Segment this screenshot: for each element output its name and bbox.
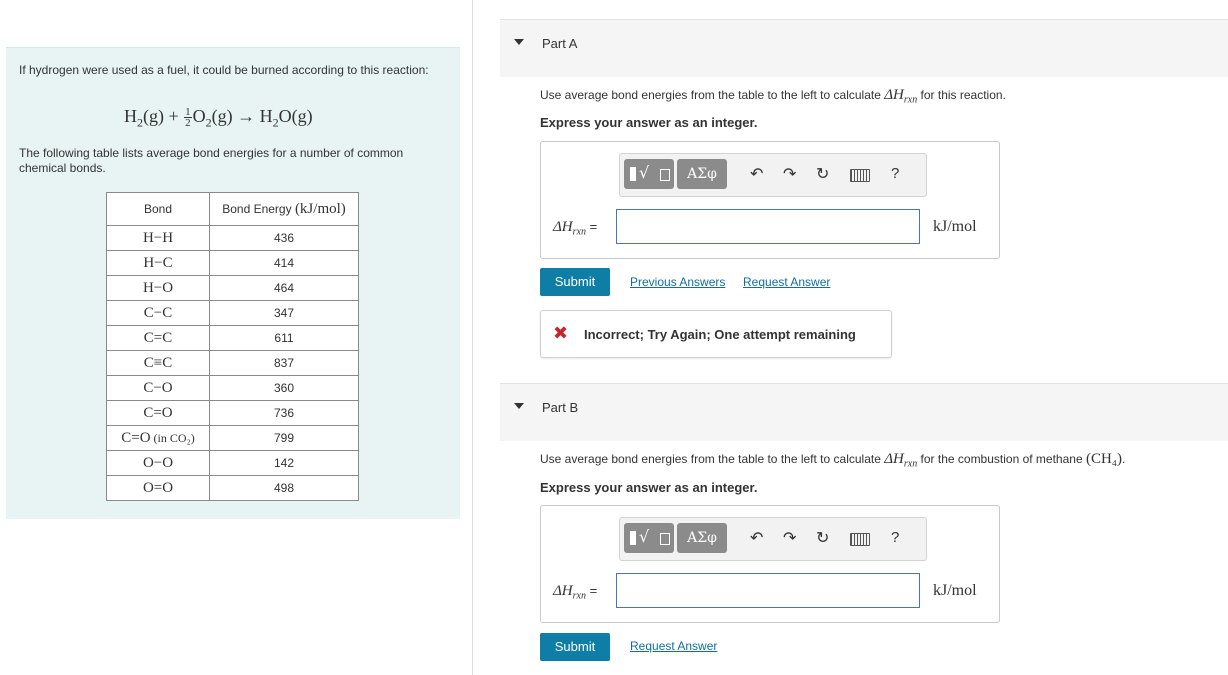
request-answer-link[interactable]: Request Answer xyxy=(630,639,718,653)
undo-icon[interactable]: ↶ xyxy=(750,164,764,183)
template-block-icon xyxy=(630,531,636,545)
table-row xyxy=(107,451,359,476)
bond-energy-table xyxy=(106,192,359,501)
reset-icon[interactable]: ↻ xyxy=(816,164,830,183)
part-a-header[interactable] xyxy=(500,19,1228,77)
energy-cell: 799 xyxy=(210,426,359,451)
radical-icon: √ xyxy=(639,527,650,546)
energy-cell: 142 xyxy=(210,451,359,476)
x-mark-icon: ✖ xyxy=(553,323,569,344)
part-a-instruction: Express your answer as an integer. xyxy=(540,115,758,130)
help-button[interactable]: ? xyxy=(891,165,900,182)
undo-icon[interactable]: ↶ xyxy=(750,528,764,547)
part-b-toolbar xyxy=(619,517,927,561)
greek-symbols-button[interactable]: ΑΣφ xyxy=(677,159,727,189)
bond-cell: O−O xyxy=(107,451,210,476)
table-row xyxy=(107,276,359,301)
greek-symbols-button[interactable]: ΑΣφ xyxy=(677,523,727,553)
part-b-question: Use average bond energies from the table to the left to calculate $\Delta H_{rxn}$ for the combustion of methane (CH₄). xyxy=(540,451,1126,470)
caret-down-icon[interactable] xyxy=(514,39,524,45)
energy-cell: 414 xyxy=(210,251,359,276)
header-energy: Bond Energy (kJ/mol) xyxy=(210,193,359,226)
energy-cell: 464 xyxy=(210,276,359,301)
redo-icon[interactable]: ↷ xyxy=(783,528,797,547)
part-a-answer-box xyxy=(540,141,1000,259)
answer-label: $\Delta H_{rxn}$ = xyxy=(553,583,598,602)
energy-cell: 347 xyxy=(210,301,359,326)
submit-button[interactable]: Submit xyxy=(540,633,610,661)
templates-button[interactable] xyxy=(624,523,674,553)
bond-cell: O=O xyxy=(107,476,210,501)
table-intro-text: The following table lists average bond energies for a number of common chemical bonds. xyxy=(19,146,404,175)
table-row xyxy=(107,226,359,251)
radical-icon: √ xyxy=(639,163,650,182)
help-button[interactable]: ? xyxy=(891,529,900,546)
template-box-icon xyxy=(660,533,670,545)
header-bond: Bond xyxy=(107,193,210,226)
caret-down-icon[interactable] xyxy=(514,403,524,409)
bond-cell: C−O xyxy=(107,376,210,401)
part-a-title: Part A xyxy=(542,36,578,51)
table-row xyxy=(107,426,359,451)
table-header-row xyxy=(107,193,359,226)
bond-cell: C=O xyxy=(107,401,210,426)
energy-cell: 498 xyxy=(210,476,359,501)
bond-cell: C=O (in CO₂) xyxy=(107,426,210,451)
keyboard-icon[interactable] xyxy=(850,169,870,182)
feedback-message: Incorrect; Try Again; One attempt remaining xyxy=(584,327,856,342)
problem-panel xyxy=(6,47,460,519)
redo-icon[interactable]: ↷ xyxy=(783,164,797,183)
bond-cell: C≡C xyxy=(107,351,210,376)
energy-cell: 611 xyxy=(210,326,359,351)
table-row xyxy=(107,326,359,351)
table-row xyxy=(107,376,359,401)
bond-cell: H−C xyxy=(107,251,210,276)
answer-input[interactable] xyxy=(616,209,920,244)
part-a-question: Use average bond energies from the table to the left to calculate $\Delta H_{rxn}$ for this reaction. xyxy=(540,87,1006,106)
table-row xyxy=(107,401,359,426)
keyboard-icon[interactable] xyxy=(850,533,870,546)
table-row xyxy=(107,301,359,326)
bond-cell: H−H xyxy=(107,226,210,251)
part-a-toolbar xyxy=(619,153,927,197)
reset-icon[interactable]: ↻ xyxy=(816,528,830,547)
part-b-answer-box xyxy=(540,505,1000,623)
previous-answers-link[interactable]: Previous Answers xyxy=(630,275,726,289)
table-body xyxy=(107,226,359,501)
table-row xyxy=(107,351,359,376)
reaction-equation: $H_2(g)$ + $\frac{1}{2}$ $O_2(g) \to H_2O(g)$ xyxy=(124,106,313,130)
energy-cell: 837 xyxy=(210,351,359,376)
answer-label: $\Delta H_{rxn}$ = xyxy=(553,219,598,238)
bond-cell: C=C xyxy=(107,326,210,351)
energy-cell: 436 xyxy=(210,226,359,251)
unit-label: kJ/mol xyxy=(933,218,977,235)
table-row xyxy=(107,251,359,276)
fraction: $\frac{1}{2}$ xyxy=(185,106,191,130)
feedback-box xyxy=(540,310,892,358)
part-b-header[interactable] xyxy=(500,383,1228,441)
template-box-icon xyxy=(660,169,670,181)
part-b-instruction: Express your answer as an integer. xyxy=(540,480,758,495)
intro-text: If hydrogen were used as a fuel, it could be burned according to this reaction: xyxy=(19,63,429,77)
submit-button[interactable]: Submit xyxy=(540,268,610,296)
part-b-title: Part B xyxy=(542,400,579,415)
bond-cell: H−O xyxy=(107,276,210,301)
energy-cell: 360 xyxy=(210,376,359,401)
bond-cell: C−C xyxy=(107,301,210,326)
unit-label: kJ/mol xyxy=(933,582,977,599)
template-block-icon xyxy=(630,167,636,181)
panel-divider xyxy=(472,0,473,675)
request-answer-link[interactable]: Request Answer xyxy=(743,275,831,289)
table-row xyxy=(107,476,359,501)
answer-input[interactable] xyxy=(616,573,920,608)
energy-cell: 736 xyxy=(210,401,359,426)
templates-button[interactable] xyxy=(624,159,674,189)
